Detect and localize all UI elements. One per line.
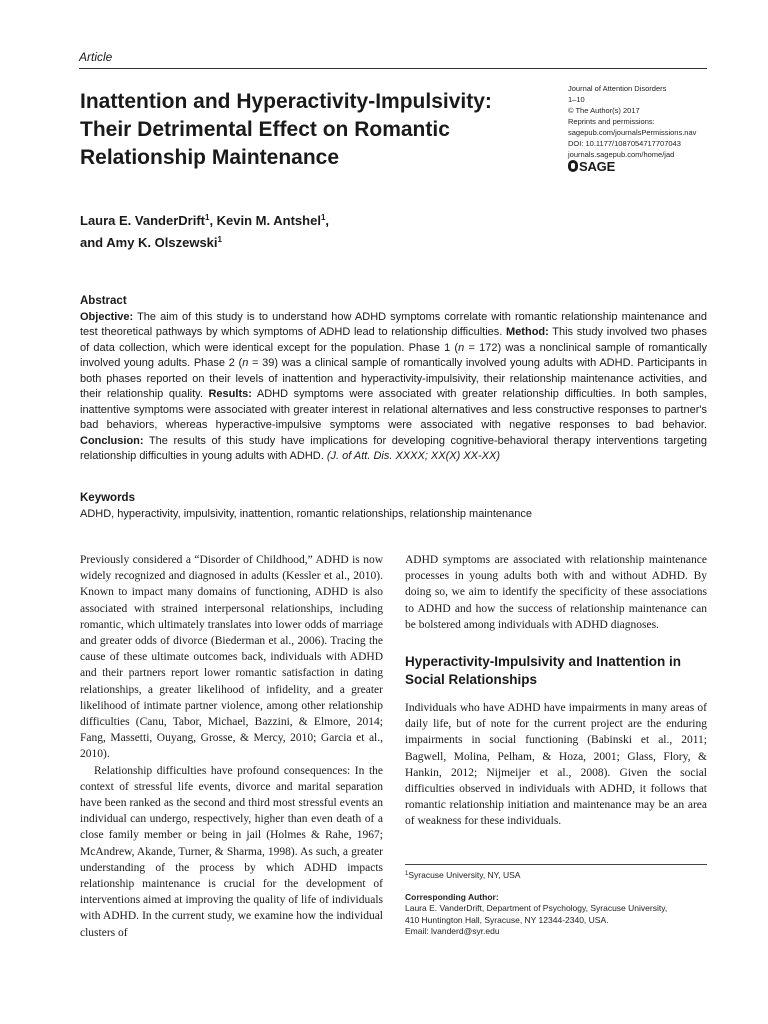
abstract-body (80, 310, 707, 465)
footnote-rule (405, 864, 707, 865)
email-link[interactable]: Email: lvanderd@syr.edu (405, 926, 500, 936)
affiliation-text: Syracuse University, NY, USA (408, 870, 521, 880)
body-column-left (80, 552, 383, 941)
author-separator: , (325, 213, 330, 228)
journal-info-block (568, 83, 728, 160)
section-heading: Hyperactivity-Impulsivity and Inattention in Social Relationships (405, 654, 682, 688)
author-list (80, 210, 500, 254)
author-name: Laura E. VanderDrift (80, 213, 205, 228)
method-label: Method: (506, 326, 549, 338)
method-text: = 39) was a clinical sample of romantically involved young adults with ADHD. Participants in both phases reported on their levels of inattention and hyperactivity-impulsivity, their relationship maintenance activities, and their relationship quality. (80, 357, 707, 400)
objective-label: Objective: (80, 310, 134, 323)
body-paragraph: Previously considered a “Disorder of Childhood,” ADHD is now widely recognized and diagnosed in adults (Kessler et al., 2010). Known to impact many domains of functioning, ADHD is also associated with strained interpersonal relationships, including romantic, which ultimately translates into lower odds of marriage and greater odds of divorce (Biederman et al., 2006). Tracing the cause of these ultimate outcomes back, individuals with ADHD and their partners report lower romantic satisfaction in dating relationships, a greater likelihood of infidelity, and a greater likelihood of intimate partner violence, among other relationship difficulties (Canu, Tabor, Michael, Bazzini, & Elmore, 2014; Fang, Massetti, Ouyang, Grosse, & Mercy, 2010; Garcia et al., 2010). (80, 554, 383, 761)
n-symbol: n (242, 357, 249, 369)
journal-name: Journal of Attention Disorders (568, 84, 667, 93)
sage-logo-icon (568, 160, 578, 172)
article-type-label: Article (79, 50, 113, 64)
publisher-name: SAGE (579, 158, 616, 174)
abstract-heading: Abstract (80, 295, 127, 307)
journal-pages: 1–10 (568, 95, 585, 104)
results-label: Results: (208, 388, 252, 400)
method-text: = 172) was a nonclinical sample of romantically involved young adults. Phase 2 ( (80, 341, 707, 369)
journal-homepage-link[interactable]: journals.sagepub.com/home/jad (568, 150, 675, 159)
corresponding-address: Laura E. VanderDrift, Department of Psychology, Syracuse University, (405, 903, 668, 913)
affiliation-marker: 1 (405, 871, 409, 877)
corresponding-author-heading: Corresponding Author: (405, 891, 499, 902)
author-name: Kevin M. Antshel (216, 213, 321, 228)
corresponding-address: 410 Huntington Hall, Syracuse, NY 12344-2340, USA. (405, 914, 609, 925)
keywords-list: ADHD, hyperactivity, impulsivity, inattention, romantic relationships, relationship maintenance (80, 508, 533, 520)
affiliation-note (405, 870, 715, 882)
doi-link[interactable]: DOI: 10.1177/1087054717707043 (568, 139, 681, 148)
abstract-section (80, 294, 707, 465)
keywords-section (80, 490, 707, 522)
body-paragraph: Relationship difficulties have profound consequences: In the context of stressful life events, divorce and marital separation have been ranked as the second and third most stressful events an individual can undergo, respectively, higher than even death of a close family member or being in jail (Holmes & Rahe, 1967; McAndrew, Akande, Turner, & Sharma, 1998). As such, a greater understanding of the process by which ADHD impacts relationship maintenance is crucial for the development of interventions aimed at improving the quality of life of individuals with ADHD. In the current study, we examine how the individual clusters of (80, 764, 383, 939)
copyright-line: © The Author(s) 2017 (568, 106, 640, 115)
permissions-link[interactable]: sagepub.com/journalsPermissions.nav (568, 128, 697, 137)
header-rule (79, 68, 707, 69)
conclusion-text: The results of this study have implications for developing cognitive-behavioral therapy interventions targeting relationship difficulties in young adults with ADHD. (80, 434, 707, 462)
affiliation-marker: 1 (204, 213, 210, 222)
keywords-heading: Keywords (80, 492, 135, 504)
body-paragraph: ADHD symptoms are associated with relationship maintenance processes in young adults both with and without ADHD. By doing so, we aim to identify the specificity of these associations to ADHD and how the success of relationship maintenance can be bolstered among individuals with ADHD diagnoses. (405, 554, 707, 631)
affiliation-marker: 1 (320, 213, 326, 222)
body-paragraph: Individuals who have ADHD have impairments in many areas of daily life, but of note for the current project are the enduring impairments in social functioning (Babinski et al., 2011; Bagwell, Molina, Pelham, & Hoza, 2001; Glass, Flory, & Hankin, 2012; Nijmeijer et al., 2008). Given the social difficulties observed in individuals with ADHD, it follows that romantic relationship initiation and maintenance may be an area of weakness for these individuals. (405, 702, 707, 828)
article-title: Inattention and Hyperactivity-Impulsivity: Their Detrimental Effect on Romantic Relationship Maintenance (80, 90, 492, 169)
method-text: This study involved two phases of data collection, which were identical except for the population. Phase 1 ( (80, 326, 707, 354)
reprints-line: Reprints and permissions: (568, 117, 655, 126)
author-name: Amy K. Olszewski (106, 235, 218, 250)
affiliation-marker: 1 (217, 235, 222, 244)
conclusion-label: Conclusion: (80, 434, 144, 447)
body-column-right (405, 552, 707, 830)
author-separator: , (209, 213, 217, 228)
author-conjunction: and (80, 235, 107, 250)
results-text: ADHD symptoms were associated with greater relationship difficulties. In both samples, inattentive symptoms were associated with greater interest in relational alternatives and less constructive responses to partner's bad behaviors, whereas hyperactive-impulsive symptoms were associated with negative responses to bad behavior. (80, 388, 707, 431)
n-symbol: n (458, 341, 465, 354)
abstract-citation: (J. of Att. Dis. XXXX; XX(X) XX-XX) (326, 450, 500, 462)
objective-text: The aim of this study is to understand how ADHD symptoms correlate with romantic relationship maintenance and test theoretical pathways by which symptoms of ADHD lead to relationship difficulties. (80, 310, 707, 338)
footnote-block (405, 870, 715, 938)
sage-logo (568, 158, 615, 174)
